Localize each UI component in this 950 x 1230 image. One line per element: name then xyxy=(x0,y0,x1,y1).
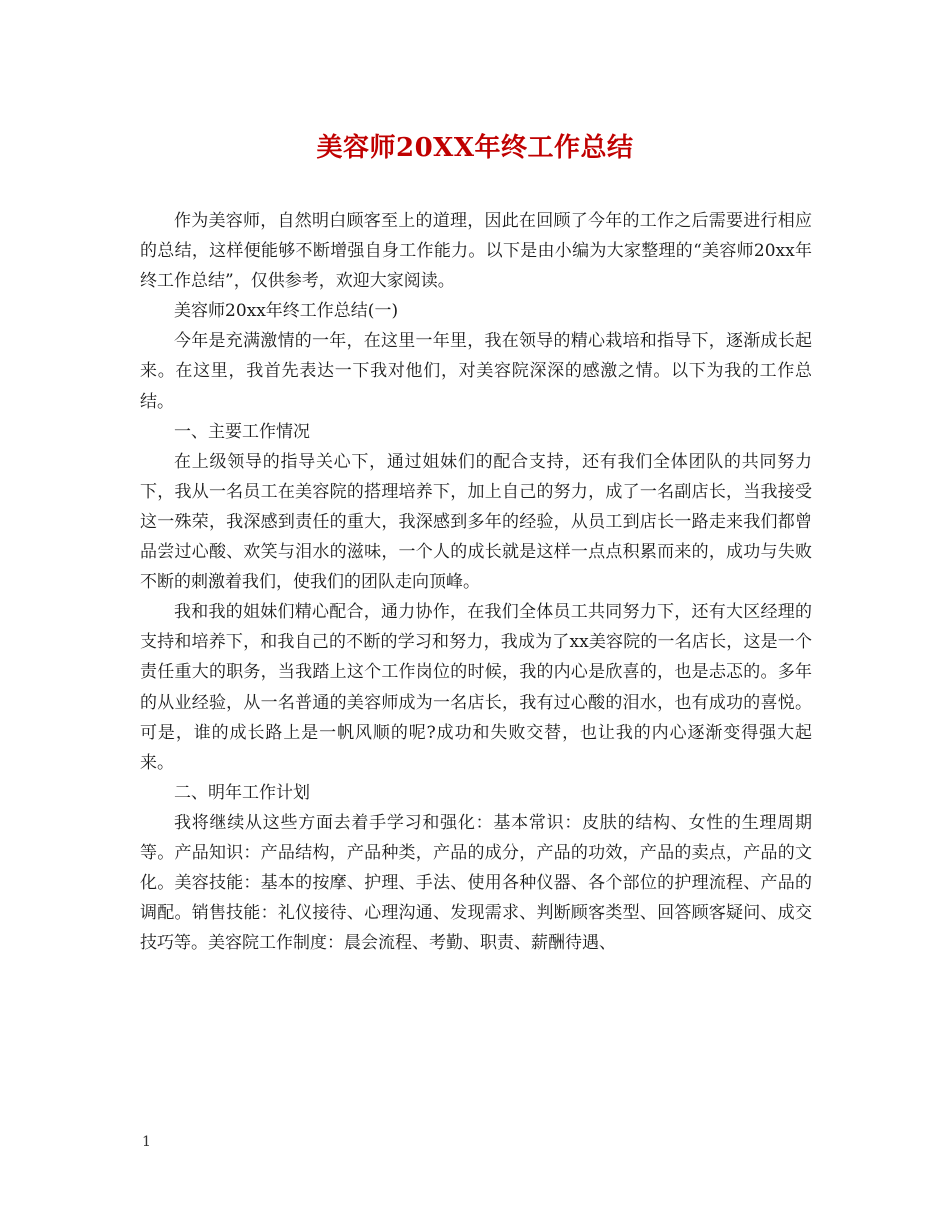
section-heading-summary-one: 美容师20xx年终工作总结(一) xyxy=(174,301,399,322)
paragraph-main-work-1: 在上级领导的指导关心下，通过姐妹们的配合支持，还有我们全体团队的共同努力下，我从一名员工在美容院的搭理培养下，加上自己的努力，成了一名副店长，当我接受这一殊荣，我深感到责任的重大，我深感到多年的经验，从员工到店长一路走来我们都曾品尝过心酸、欢笑与泪水的滋味，一个人的成长就是这样一点点积累而来的，成功与失败不断的刺激着我们，使我们的团队走向顶峰。 xyxy=(140,451,812,593)
page-number: 1 xyxy=(142,1134,151,1150)
document-title: 美容师20XX年终工作总结 xyxy=(316,133,634,163)
section-heading-next-year-plan: 二、明年工作计划 xyxy=(174,782,310,803)
paragraph-next-year-plan: 我将继续从这些方面去着手学习和强化：基本常识：皮肤的结构、女性的生理周期等。产品知识：产品结构，产品种类，产品的成分，产品的功效，产品的卖点，产品的文化。美容技能：基本的按摩、护理、手法、使用各种仪器、各个部位的护理流程、产品的调配。销售技能：礼仪接待、心理沟通、发现需求、判断顾客类型、回答顾客疑问、成交技巧等。美容院工作制度：晨会流程、考勤、职责、薪酬待遇、 xyxy=(140,812,812,954)
paragraph-opening: 今年是充满激情的一年，在这里一年里，我在领导的精心栽培和指导下，逐渐成长起来。在这里，我首先表达一下我对他们，对美容院深深的感激之情。以下为我的工作总结。 xyxy=(140,331,812,412)
section-heading-main-work: 一、主要工作情况 xyxy=(174,421,310,442)
paragraph-main-work-2: 我和我的姐妹们精心配合，通力协作，在我们全体员工共同努力下，还有大区经理的支持和培养下，和我自己的不断的学习和努力，我成为了xx美容院的一名店长，这是一个责任重大的职务，当我踏上这个工作岗位的时候，我的内心是欣喜的，也是忐忑的。多年的从业经验，从一名普通的美容师成为一名店长，我有过心酸的泪水，也有成功的喜悦。可是，谁的成长路上是一帆风顺的呢?成功和失败交替，也让我的内心逐渐变得强大起来。 xyxy=(140,602,812,773)
paragraph-intro: 作为美容师，自然明白顾客至上的道理，因此在回顾了今年的工作之后需要进行相应的总结，这样便能够不断增强自身工作能力。以下是由小编为大家整理的“美容师20xx年终工作总结”，仅供参考，欢迎大家阅读。 xyxy=(140,211,812,292)
document-body xyxy=(140,206,812,958)
